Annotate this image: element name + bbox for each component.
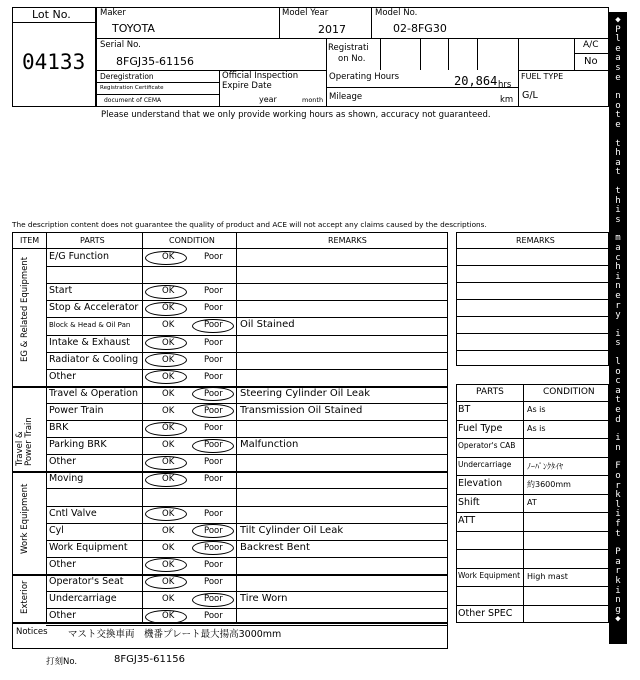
side-notice-char: h	[615, 148, 621, 159]
hours-note: Please understand that we only provide working hours as shown, accuracy not guaranteed.	[101, 110, 491, 120]
side-notice-char: h	[615, 262, 621, 273]
poor-circle-mark	[192, 524, 234, 538]
spec-condition: As is	[527, 405, 546, 414]
condition-poor-option: Poor	[204, 320, 223, 330]
condition-poor-option: Poor	[204, 611, 223, 621]
registration-label-2: on No.	[338, 54, 366, 64]
side-notice-char: s	[615, 214, 621, 225]
side-notice-char: e	[615, 405, 621, 415]
side-notice-char: e	[615, 43, 621, 54]
poor-circle-mark	[192, 439, 234, 453]
remark-text: Tilt Cylinder Oil Leak	[240, 525, 344, 536]
part-name: Block & Head & Oil Pan	[49, 321, 131, 329]
operating-hours-value: 20,864	[454, 74, 498, 88]
condition-poor-option: Poor	[204, 389, 223, 399]
right-remarks-header: REMARKS	[516, 236, 555, 245]
col-item-header: ITEM	[20, 236, 40, 245]
part-name: Undercarriage	[49, 593, 117, 604]
stamp-value: 8FGJ35-61156	[114, 654, 185, 665]
deregistration-label: Deregistration	[100, 72, 154, 81]
side-notice-char: i	[615, 271, 621, 282]
model-year-value: 2017	[318, 23, 346, 36]
spec-part: Other SPEC	[458, 608, 513, 619]
side-notice-char: i	[615, 509, 621, 520]
condition-poor-option: Poor	[204, 509, 223, 519]
condition-poor-option: Poor	[204, 423, 223, 433]
condition-ok-option: OK	[162, 389, 175, 399]
spec-part: Shift	[458, 497, 480, 508]
condition-poor-option: Poor	[204, 577, 223, 587]
side-notice-char: ◆	[615, 15, 621, 25]
section-travel-power-train: Travel & Power Train	[15, 417, 34, 466]
ok-circle-mark	[145, 370, 187, 384]
maker-value: TOYOTA	[112, 22, 155, 35]
condition-ok-option: OK	[162, 509, 175, 519]
side-notice-char: a	[615, 556, 621, 567]
side-notice-band	[609, 12, 627, 644]
remark-text: Malfunction	[240, 439, 299, 450]
side-notice-char: o	[615, 100, 621, 111]
ac-label: A/C	[583, 40, 599, 50]
part-name: Travel & Operation	[49, 388, 138, 399]
side-notice-char: i	[615, 433, 621, 444]
fuel-type-label: FUEL TYPE	[521, 72, 564, 81]
spec-part: BT	[458, 404, 471, 415]
side-notice-char: a	[615, 157, 621, 168]
registration-certificate-label: Registration Certificate	[100, 85, 164, 91]
spec-condition: 約3600mm	[527, 480, 571, 489]
side-notice-char: t	[615, 167, 621, 178]
spec-parts-header: PARTS	[476, 387, 504, 397]
condition-poor-option: Poor	[204, 372, 223, 382]
ok-circle-mark	[145, 336, 187, 350]
inspection-label-2: Expire Date	[222, 81, 272, 91]
km-unit: km	[500, 95, 514, 105]
stamp-label: 打刻No.	[46, 657, 78, 667]
model-no-label: Model No.	[375, 8, 418, 18]
serial-value: 8FGJ35-61156	[116, 55, 195, 68]
poor-circle-mark	[192, 593, 234, 607]
serial-label: Serial No.	[100, 40, 141, 50]
side-notice-char: e	[615, 120, 621, 130]
part-name: Other	[49, 371, 76, 382]
side-notice-char: o	[615, 366, 621, 377]
side-notice-char: e	[615, 291, 621, 301]
remark-text: Steering Cylinder Oil Leak	[240, 388, 370, 399]
ok-circle-mark	[145, 473, 187, 487]
spec-condition: AT	[527, 498, 537, 507]
side-notice-char: l	[615, 34, 621, 45]
part-name: Other	[49, 610, 76, 621]
side-notice-char: l	[615, 499, 621, 510]
condition-poor-option: Poor	[204, 560, 223, 570]
condition-ok-option: OK	[162, 474, 175, 484]
side-notice-char: t	[615, 138, 621, 149]
remark-text: Tire Worn	[240, 593, 288, 604]
part-name: Cyl	[49, 525, 64, 536]
side-notice-char: t	[615, 528, 621, 539]
condition-poor-option: Poor	[204, 355, 223, 365]
side-notice-char: c	[615, 252, 621, 263]
part-name: Moving	[49, 473, 84, 484]
side-notice-char: i	[615, 328, 621, 339]
side-notice-char: ◆	[615, 614, 621, 625]
side-notice-char: a	[615, 243, 621, 253]
condition-ok-option: OK	[162, 338, 175, 348]
model-year-label: Model Year	[282, 8, 329, 18]
poor-circle-mark	[192, 541, 234, 555]
condition-ok-option: OK	[162, 526, 175, 536]
side-notice-char: o	[615, 471, 621, 481]
side-notice-char: s	[615, 338, 621, 349]
side-notice-char: m	[615, 233, 621, 244]
operating-hours-label: Operating Hours	[329, 72, 400, 82]
section-work-equipment: Work Equipment	[20, 483, 30, 554]
notices-label: Notices	[16, 627, 48, 637]
spec-part: Undercarriage	[458, 460, 512, 469]
col-remarks-header: REMARKS	[328, 236, 367, 245]
part-name: E/G Function	[49, 251, 109, 262]
part-name: Start	[49, 285, 73, 296]
side-notice-char: r	[615, 480, 621, 491]
spec-part: Fuel Type	[458, 423, 503, 434]
condition-ok-option: OK	[162, 611, 175, 621]
condition-poor-option: Poor	[204, 286, 223, 296]
condition-ok-option: OK	[162, 372, 175, 382]
condition-poor-option: Poor	[204, 543, 223, 553]
condition-ok-option: OK	[162, 423, 175, 433]
side-notice-char: g	[615, 604, 621, 615]
ok-circle-mark	[145, 456, 187, 470]
spec-part: Work Equipment	[458, 571, 521, 580]
spec-condition: ﾉｰﾊﾟﾝｸﾀｲﾔ	[527, 462, 563, 471]
lot-number: 04133	[22, 50, 86, 74]
fuel-type-value: G/L	[522, 90, 538, 101]
side-notice-char: n	[615, 91, 621, 102]
part-name: Work Equipment	[49, 542, 128, 553]
condition-poor-option: Poor	[204, 252, 223, 262]
condition-ok-option: OK	[162, 320, 175, 330]
side-notice-char: f	[615, 519, 621, 529]
side-notice-char: n	[615, 595, 621, 606]
ok-circle-mark	[145, 302, 187, 316]
ok-circle-mark	[145, 422, 187, 436]
side-notice-char: F	[615, 461, 621, 472]
mileage-label: Mileage	[329, 92, 363, 102]
ok-circle-mark	[145, 353, 187, 367]
side-notice-char: P	[615, 547, 621, 558]
year-label: year	[259, 95, 277, 104]
inspection-label-1: Official Inspection	[222, 71, 299, 81]
model-no-value: 02-8FG30	[393, 22, 447, 35]
condition-poor-option: Poor	[204, 594, 223, 604]
part-name: Operator's Seat	[49, 576, 124, 587]
side-notice-char: a	[615, 53, 621, 64]
condition-poor-option: Poor	[204, 457, 223, 467]
spec-condition: As is	[527, 424, 546, 433]
condition-ok-option: OK	[162, 252, 175, 262]
side-notice-char: n	[615, 442, 621, 453]
spec-condition: High mast	[527, 572, 568, 581]
part-name: Power Train	[49, 405, 104, 416]
condition-ok-option: OK	[162, 560, 175, 570]
condition-ok-option: OK	[162, 355, 175, 365]
condition-ok-option: OK	[162, 440, 175, 450]
side-notice-char: a	[615, 385, 621, 396]
side-notice-char: t	[615, 110, 621, 121]
side-notice-char: i	[615, 205, 621, 216]
spec-part: ATT	[458, 515, 476, 526]
poor-circle-mark	[192, 319, 234, 333]
side-notice-char: P	[615, 24, 621, 35]
side-notice-char: l	[615, 357, 621, 367]
remark-text: Oil Stained	[240, 319, 295, 330]
condition-ok-option: OK	[162, 457, 175, 467]
remark-text: Transmission Oil Stained	[240, 405, 363, 416]
side-notice-char: d	[615, 414, 621, 425]
side-notice-char: t	[615, 395, 621, 406]
col-condition-header: CONDITION	[169, 236, 215, 245]
part-name: Intake & Exhaust	[49, 337, 130, 348]
part-name: Other	[49, 456, 76, 467]
condition-poor-option: Poor	[204, 338, 223, 348]
condition-ok-option: OK	[162, 594, 175, 604]
condition-poor-option: Poor	[204, 440, 223, 450]
side-notice-char: t	[615, 186, 621, 196]
side-notice-char: k	[615, 490, 621, 501]
maker-label: Maker	[100, 8, 126, 18]
spec-part: Operator's CAB	[458, 441, 516, 450]
part-name: Parking BRK	[49, 439, 107, 450]
condition-ok-option: OK	[162, 303, 175, 313]
condition-poor-option: Poor	[204, 406, 223, 416]
ok-circle-mark	[145, 558, 187, 572]
side-notice-char: h	[615, 195, 621, 206]
side-notice-char: y	[615, 310, 621, 321]
remark-text: Backrest Bent	[240, 542, 310, 553]
side-notice-char: r	[615, 566, 621, 577]
condition-ok-option: OK	[162, 577, 175, 587]
poor-circle-mark	[192, 404, 234, 418]
condition-ok-option: OK	[162, 543, 175, 553]
ok-circle-mark	[145, 575, 187, 589]
condition-poor-option: Poor	[204, 474, 223, 484]
notices-text: マスト交換車両 機番プレート最大揚高3000mm	[68, 629, 282, 640]
condition-ok-option: OK	[162, 286, 175, 296]
ok-circle-mark	[145, 285, 187, 299]
spec-part: Elevation	[458, 478, 503, 489]
hrs-unit: hrs	[498, 80, 512, 90]
part-name: Stop & Accelerator	[49, 302, 139, 313]
side-notice-char: i	[615, 585, 621, 596]
condition-poor-option: Poor	[204, 303, 223, 313]
ac-value: No	[584, 56, 598, 67]
side-notice-char: r	[615, 300, 621, 311]
part-name: BRK	[49, 422, 69, 433]
condition-poor-option: Poor	[204, 526, 223, 536]
part-name: Cntl Valve	[49, 508, 97, 519]
col-parts-header: PARTS	[80, 236, 105, 245]
side-notice-char: k	[615, 576, 621, 586]
cema-label: document of CEMA	[104, 97, 162, 104]
part-name: Other	[49, 559, 76, 570]
ok-circle-mark	[145, 507, 187, 521]
lot-label: Lot No.	[32, 8, 71, 21]
ok-circle-mark	[145, 610, 187, 624]
registration-label-1: Registrati	[328, 43, 369, 53]
poor-circle-mark	[192, 387, 234, 401]
condition-ok-option: OK	[162, 406, 175, 416]
part-name: Radiator & Cooling	[49, 354, 139, 365]
spec-condition-header: CONDITION	[543, 387, 595, 397]
section-exterior: Exterior	[20, 580, 30, 614]
month-label: month	[302, 96, 324, 104]
side-notice-char: e	[615, 72, 621, 83]
side-notice-char: c	[615, 376, 621, 387]
ok-circle-mark	[145, 251, 187, 265]
section-eg-related: EG & Related Equipment	[20, 256, 30, 362]
disclaimer-text: The description content does not guarantee the quality of product and ACE will not accept any claims caused by the descriptions.	[12, 220, 487, 229]
side-notice-char: n	[615, 281, 621, 292]
side-notice-char: s	[615, 63, 621, 73]
